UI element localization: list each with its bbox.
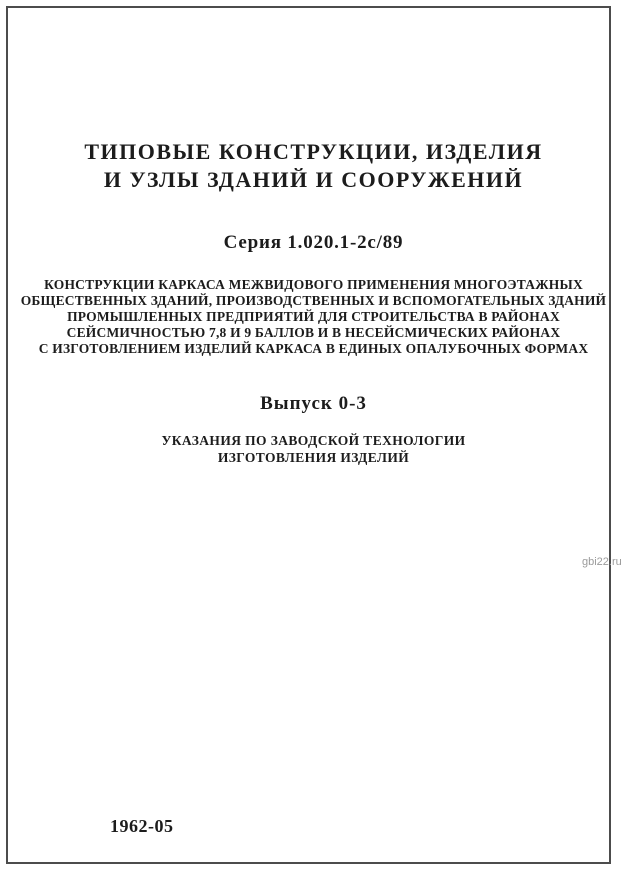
subject-line-2: ОБЩЕСТВЕННЫХ ЗДАНИЙ, ПРОИЗВОДСТВЕННЫХ И ВСПОМОГАТЕЛЬНЫХ ЗДАНИЙ (20, 293, 607, 308)
document-number: 1962-05 (110, 816, 174, 836)
issue-subtitle (0, 432, 627, 466)
subject-description (0, 277, 627, 357)
subject-line-4: СЕЙСМИЧНОСТЬЮ 7,8 И 9 БАЛЛОВ И В НЕСЕЙСМИЧЕСКИХ РАЙОНАХ (66, 325, 561, 340)
document-title-line-2: И УЗЛЫ ЗДАНИЙ И СООРУЖЕНИЙ (103, 167, 524, 192)
series-number: Серия 1.020.1-2с/89 (223, 232, 404, 253)
issue-subtitle-line-1: УКАЗАНИЯ ПО ЗАВОДСКОЙ ТЕХНОЛОГИИ (161, 433, 466, 448)
issue-number: Выпуск 0-3 (260, 393, 367, 414)
subject-line-1: КОНСТРУКЦИИ КАРКАСА МЕЖВИДОВОГО ПРИМЕНЕНИЯ МНОГОЭТАЖНЫХ (44, 277, 583, 292)
document-title-line-1: ТИПОВЫЕ КОНСТРУКЦИИ, ИЗДЕЛИЯ (84, 139, 543, 164)
subject-line-5: С ИЗГОТОВЛЕНИЕМ ИЗДЕЛИЙ КАРКАСА В ЕДИНЫХ ОПАЛУБОЧНЫХ ФОРМАХ (38, 341, 589, 356)
site-watermark: gbi22.ru (582, 556, 622, 568)
issue-subtitle-line-2: ИЗГОТОВЛЕНИЯ ИЗДЕЛИЙ (217, 450, 410, 465)
subject-line-3: ПРОМЫШЛЕННЫХ ПРЕДПРИЯТИЙ ДЛЯ СТРОИТЕЛЬСТВА В РАЙОНАХ (67, 309, 560, 324)
document-title (0, 138, 627, 194)
